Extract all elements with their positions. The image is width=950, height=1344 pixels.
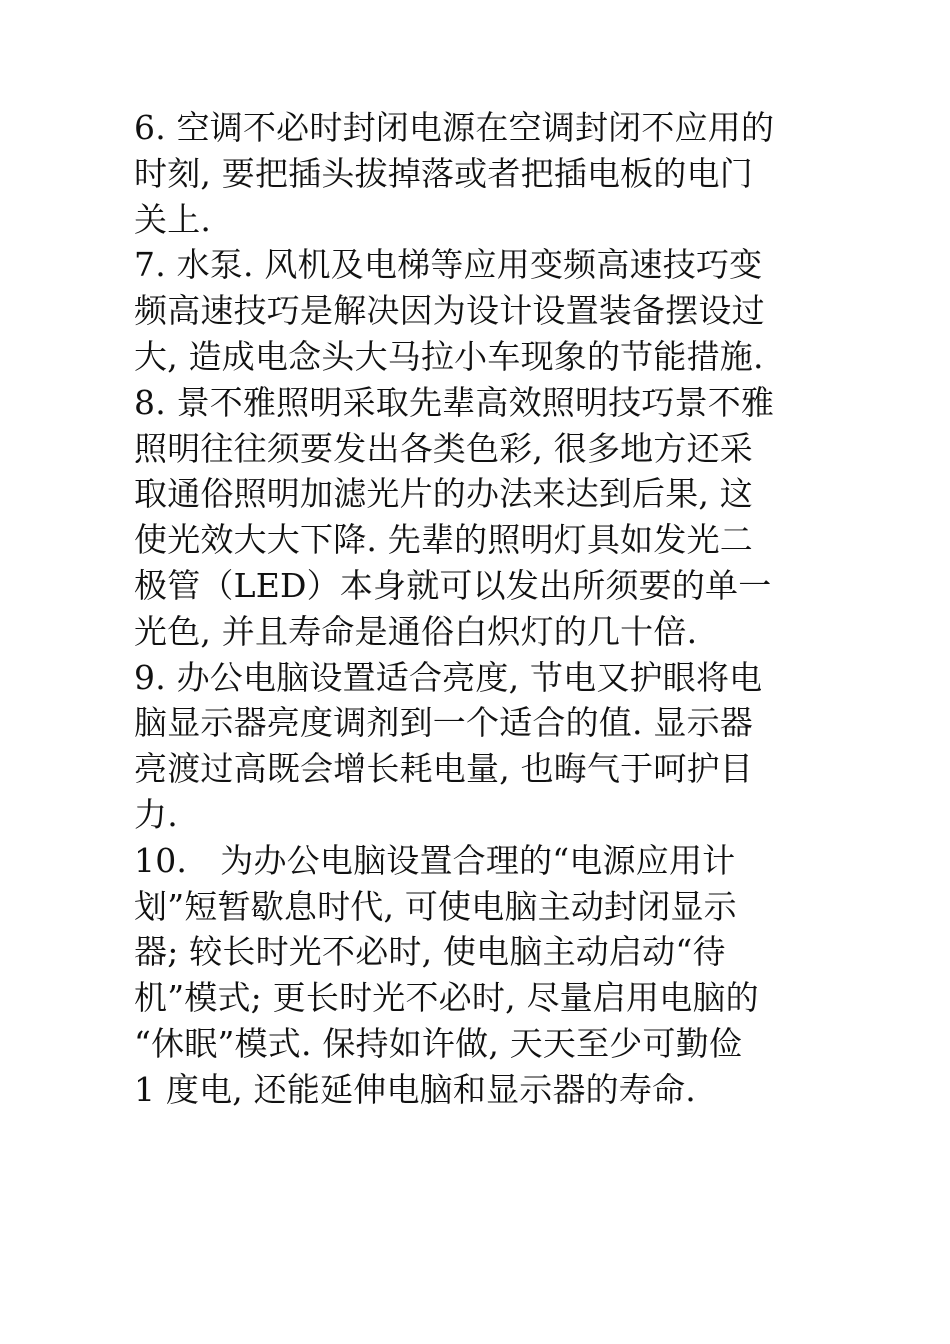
paragraph-item-7 xyxy=(134,242,814,379)
paragraph-item-6 xyxy=(134,105,814,242)
text-line: 1 度电, 还能延伸电脑和显示器的寿命. xyxy=(134,1069,696,1109)
text-line: 8. 景不雅照明采取先辈高效照明技巧景不雅 xyxy=(134,382,775,422)
text-line: 6. 空调不必时封闭电源在空调封闭不应用的 xyxy=(134,108,775,147)
paragraph-item-9 xyxy=(134,655,814,838)
text-line: 9. 办公电脑设置适合亮度, 节电又护眼将电 xyxy=(134,657,763,697)
text-line: 器; 较长时光不必时, 使电脑主动启动“待 xyxy=(134,932,726,972)
paragraph-item-8 xyxy=(134,380,814,655)
text-line: 取通俗照明加滤光片的办法来达到后果, 这 xyxy=(134,474,753,514)
text-line: 极管（LED）本身就可以发出所须要的单一 xyxy=(134,565,772,605)
text-line: 机”模式; 更长时光不必时, 尽量启用电脑的 xyxy=(134,978,759,1018)
text-line: 划”短暂歇息时代, 可使电脑主动封闭显示 xyxy=(134,886,737,926)
text-line: 力. xyxy=(134,794,178,834)
text-line: 使光效大大下降. 先辈的照明灯具如发光二 xyxy=(134,520,753,560)
text-line: “休眠”模式. 保持如许做, 天天至少可勤俭 xyxy=(134,1023,743,1063)
text-line: 光色, 并且寿命是通俗白炽灯的几十倍. xyxy=(134,611,698,651)
text-line: 照明往往须要发出各类色彩, 很多地方还采 xyxy=(134,428,753,468)
text-line: 关上. xyxy=(134,199,212,239)
text-line: 亮渡过高既会增长耗电量, 也晦气于呵护目 xyxy=(134,749,753,789)
text-line: 大, 造成电念头大马拉小车现象的节能措施. xyxy=(134,336,764,376)
text-line: 10. 为办公电脑设置合理的“电源应用计 xyxy=(134,840,736,880)
text-line: 脑显示器亮度调剂到一个适合的值. 显示器 xyxy=(134,703,753,743)
text-line: 7. 水泵. 风机及电梯等应用变频高速技巧变 xyxy=(134,245,763,285)
text-line: 时刻, 要把插头拔掉落或者把插电板的电门 xyxy=(134,153,753,193)
paragraph-item-10 xyxy=(134,838,814,1113)
document-body xyxy=(134,105,814,1113)
text-line: 频高速技巧是解决因为设计设置装备摆设过 xyxy=(134,291,765,331)
